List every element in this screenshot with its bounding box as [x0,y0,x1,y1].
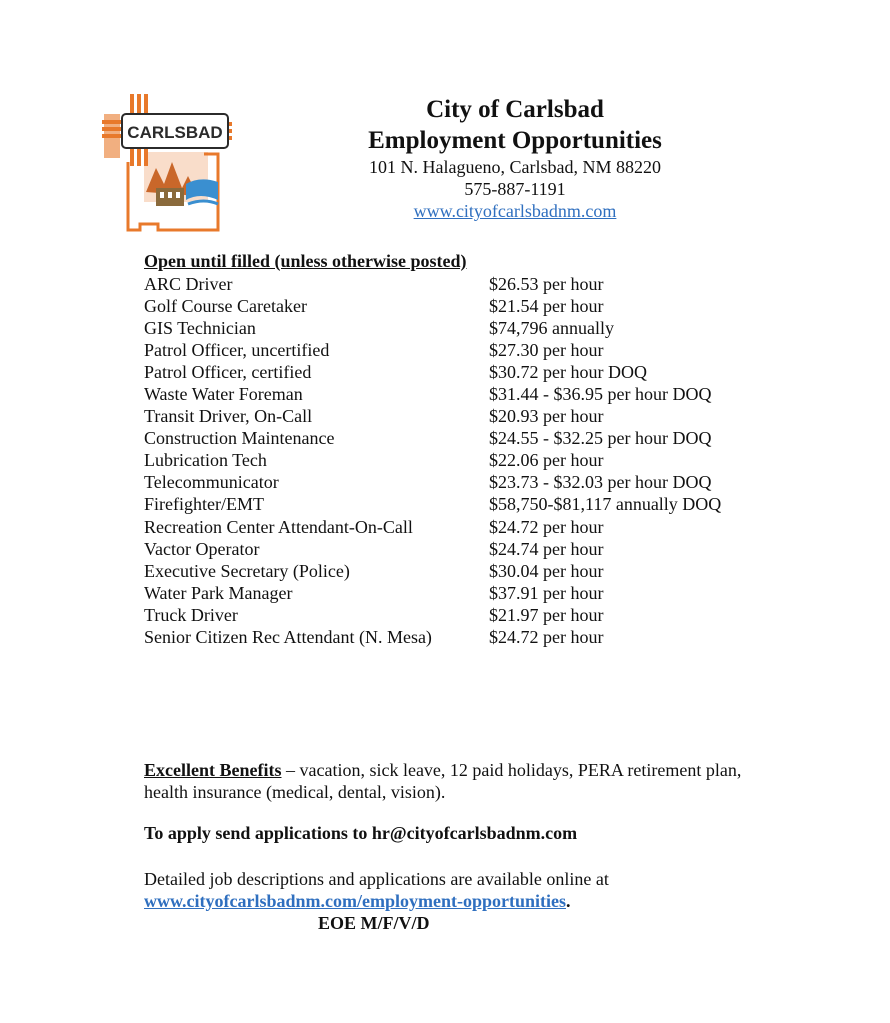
job-pay: $26.53 per hour [489,274,604,294]
benefits-text: – vacation, sick leave, 12 paid holidays, PERA retirement plan, health insurance (medical, dental, vision). [144,760,742,802]
header-website-link[interactable]: www.cityofcarlsbadnm.com [413,201,617,221]
job-pay: $74,796 annually [489,318,614,339]
city-logo-graphic [100,92,236,242]
job-row [144,273,764,295]
benefits-label: Excellent Benefits [144,760,282,780]
job-row [144,582,764,604]
job-pay: $30.72 per hour DOQ [489,362,647,383]
logo-text: CARLSBAD [127,123,223,142]
job-row [144,604,764,626]
job-title: Truck Driver [144,604,238,625]
header-address: 101 N. Halagueno, Carlsbad, NM 88220 [369,157,661,177]
job-title: Golf Course Caretaker [144,296,307,317]
job-title: Vactor Operator [144,538,260,559]
job-title: Waste Water Foreman [144,384,303,405]
job-row [144,449,764,471]
benefits-paragraph [144,759,764,803]
job-row [144,383,764,405]
header-title-employment: Employment Opportunities [368,127,662,154]
job-row [144,317,764,339]
job-pay: $21.54 per hour [489,296,604,317]
job-list [144,273,764,648]
job-row [144,405,764,427]
job-title: GIS Technician [144,318,256,339]
job-pay: $22.06 per hour [489,450,604,471]
employment-link[interactable]: www.cityofcarlsbadnm.com/employment-opportunities [144,891,566,911]
job-title: Transit Driver, On-Call [144,406,313,427]
job-row [144,339,764,361]
job-row [144,626,764,648]
job-title: ARC Driver [144,274,233,294]
details-text: Detailed job descriptions and applications are available online at [144,869,609,889]
job-row [144,295,764,317]
city-logo [100,92,236,242]
job-pay: $37.91 per hour [489,582,604,603]
header-phone: 575-887-1191 [464,179,566,199]
page-header [340,94,690,222]
job-row [144,516,764,538]
job-title: Water Park Manager [144,582,293,603]
eoe-statement: EOE M/F/V/D [318,913,430,933]
job-pay: $24.55 - $32.25 per hour DOQ [489,428,712,449]
job-pay: $23.73 - $32.03 per hour DOQ [489,472,712,493]
job-title: Recreation Center Attendant-On-Call [144,516,413,537]
job-row [144,471,764,493]
job-row [144,560,764,582]
job-pay: $24.72 per hour [489,516,604,537]
open-positions-heading: Open until filled (unless otherwise posted) [144,251,467,271]
job-pay: $24.72 per hour [489,626,604,647]
job-pay: $24.74 per hour [489,538,604,559]
job-pay: $20.93 per hour [489,406,604,427]
job-pay: $31.44 - $36.95 per hour DOQ [489,384,712,405]
job-title: Senior Citizen Rec Attendant (N. Mesa) [144,626,432,647]
job-row [144,361,764,383]
job-title: Telecommunicator [144,472,279,493]
job-pay: $27.30 per hour [489,340,604,361]
job-title: Lubrication Tech [144,450,267,471]
job-pay: $21.97 per hour [489,604,604,625]
header-title-city: City of Carlsbad [426,96,604,123]
job-pay: $58,750-$81,117 annually DOQ [489,494,722,515]
job-title: Patrol Officer, certified [144,362,312,383]
job-title: Patrol Officer, uncertified [144,340,330,361]
details-trailing: . [565,891,571,911]
job-row [144,493,764,515]
job-title: Executive Secretary (Police) [144,560,350,581]
job-title: Construction Maintenance [144,428,335,449]
job-row [144,538,764,560]
job-pay: $30.04 per hour [489,560,604,581]
apply-instructions: To apply send applications to hr@cityofcarlsbadnm.com [144,823,578,843]
details-paragraph [144,868,764,912]
job-title: Firefighter/EMT [144,494,264,515]
job-row [144,427,764,449]
